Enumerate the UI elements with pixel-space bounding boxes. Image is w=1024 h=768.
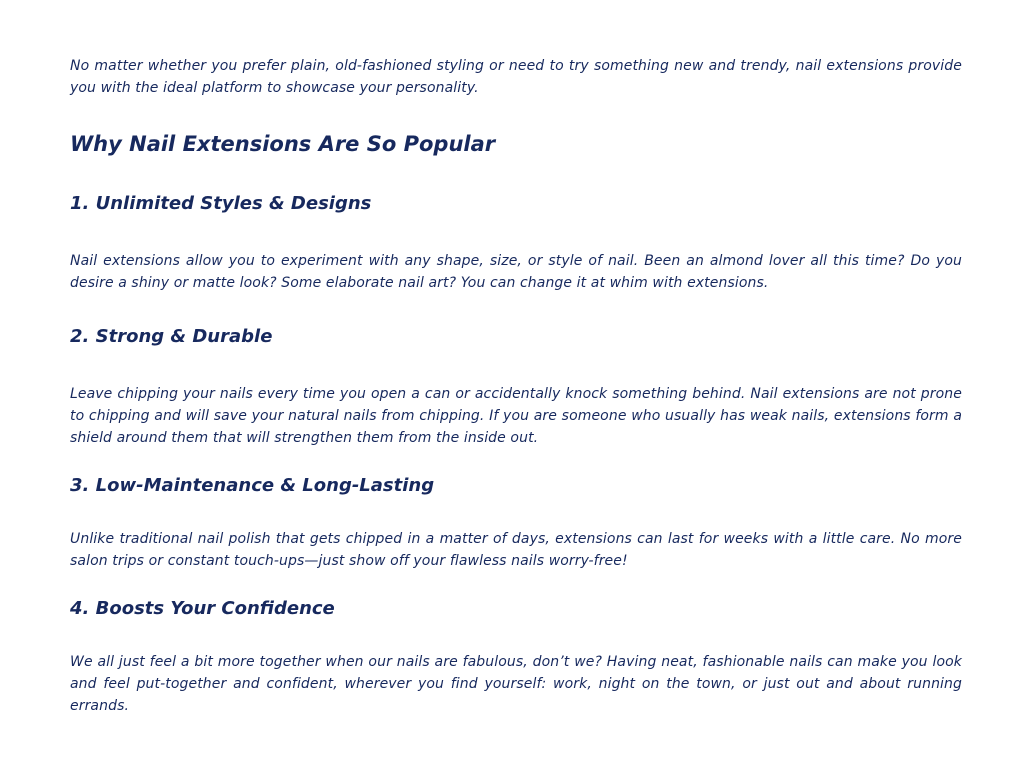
main-heading: Why Nail Extensions Are So Popular (70, 132, 496, 156)
section-2-heading: 2. Strong & Durable (70, 326, 273, 347)
section-3-body: Unlike traditional nail polish that gets chipped in a matter of days, extensions can last for weeks with a little care. No more salon trips or constant touch-ups—just show off your flawless nails worry-free! (70, 531, 962, 569)
intro-paragraph: No matter whether you prefer plain, old-fashioned styling or need to try something new and trendy, nail extensions provide you with the ideal platform to showcase your personality. (70, 58, 962, 96)
section-4-heading: 4. Boosts Your Confidence (70, 598, 335, 619)
document-page (70, 0, 962, 768)
section-2-body: Leave chipping your nails every time you open a can or accidentally knock something behind. Nail extensions are not prone to chipping and will save your natural nails from chipping. If you are someone who usually has weak nails, extensions form a shield around them that will strengthen them from the inside out. (70, 386, 962, 446)
section-3-heading: 3. Low-Maintenance & Long-Lasting (70, 475, 435, 496)
section-1-body: Nail extensions allow you to experiment with any shape, size, or style of nail. Been an almond lover all this time? Do you desire a shiny or matte look? Some elaborate nail art? You can change it at whim with extensions. (70, 253, 962, 291)
section-1-heading: 1. Unlimited Styles & Designs (70, 193, 372, 214)
section-4-body: We all just feel a bit more together when our nails are fabulous, don’t we? Having neat, fashionable nails can make you look and feel put-together and confident, wherever you find yourself: work, night on the town, or just out and about running errands. (70, 654, 962, 714)
